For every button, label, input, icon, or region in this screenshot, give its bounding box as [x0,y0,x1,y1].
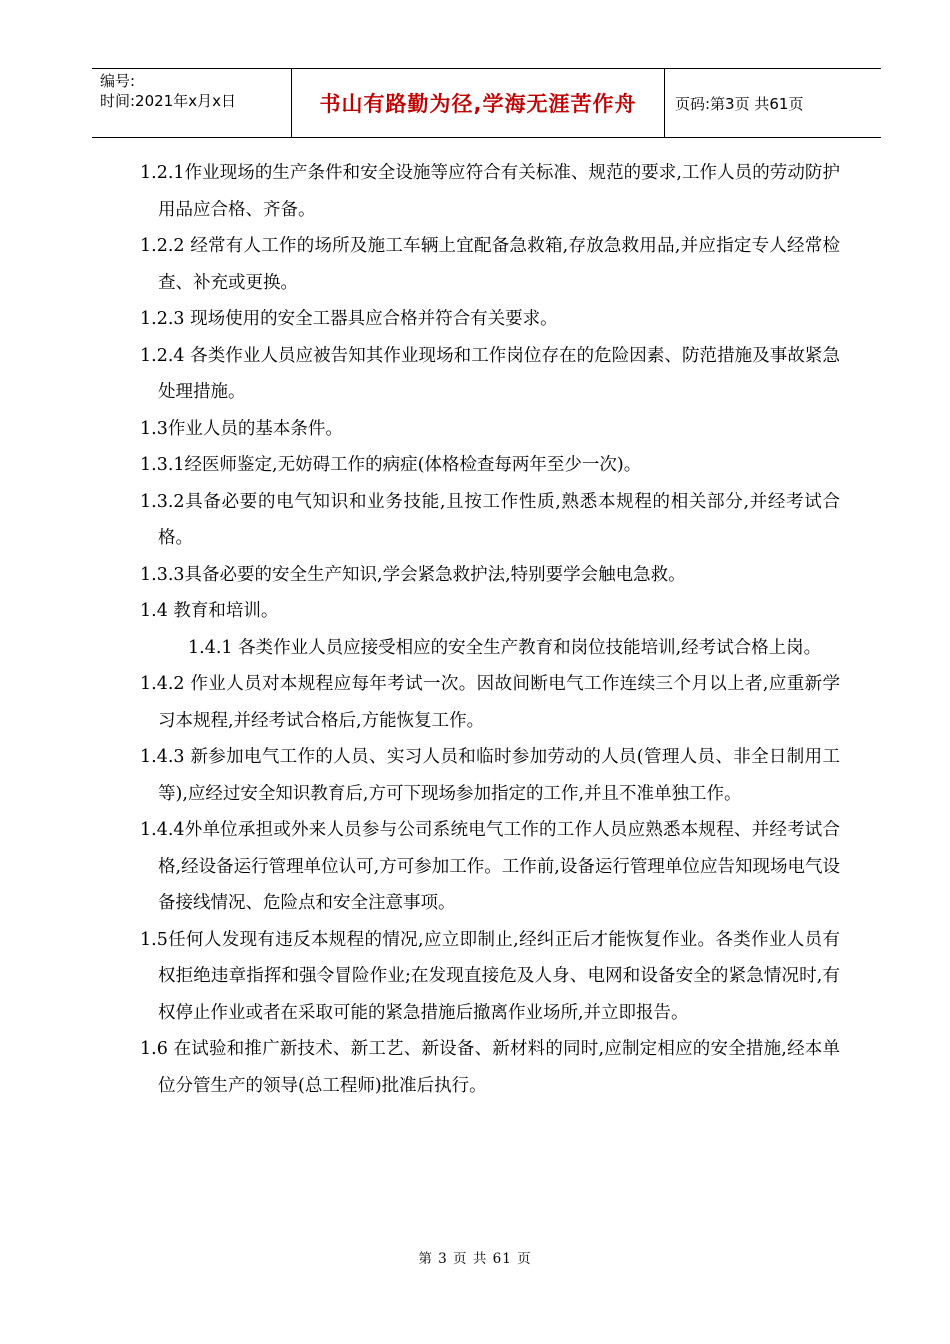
page-footer: 第 3 页 共 61 页 [418,1251,532,1267]
paragraph-1-4-2: 1.4.2 作业人员对本规程应每年考试一次。因故间断电气工作连续三个月以上者,应重新学习本规程,并经考试合格后,方能恢复工作。 [140,674,840,731]
paragraph-1-4-4: 1.4.4外单位承担或外来人员参与公司系统电气工作的工作人员应熟悉本规程、并经考试合格,经设备运行管理单位认可,方可参加工作。工作前,设备运行管理单位应告知现场电气设备接线情况、危险点和安全注意事项。 [140,820,840,913]
paragraph-1-4: 1.4 教育和培训。 [140,601,279,621]
header-meta [92,69,292,137]
time-label: 时间:2021年x月x日 [100,92,236,110]
header-motto: 书山有路勤为径,学海无涯苦作舟 [292,69,665,137]
number-label: 编号: [100,72,136,90]
paragraph-1-2-4: 1.2.4 各类作业人员应被告知其作业现场和工作岗位存在的危险因素、防范措施及事故紧急处理措施。 [140,345,840,402]
header-page-info: 页码:第3页 共61页 [675,94,804,113]
document-body [140,155,840,1104]
paragraph-1-3-3: 1.3.3具备必要的安全生产知识,学会紧急救护法,特别要学会触电急救。 [140,564,686,585]
page-header [92,68,881,138]
paragraph-1-3: 1.3作业人员的基本条件。 [140,418,343,439]
paragraph-1-4-3: 1.4.3 新参加电气工作的人员、实习人员和临时参加劳动的人员(管理人员、非全日制用工等),应经过安全知识教育后,方可下现场参加指定的工作,并且不准单独工作。 [140,747,840,804]
paragraph-1-3-1: 1.3.1经医师鉴定,无妨碍工作的病症(体格检查每两年至少一次)。 [140,455,642,475]
paragraph-1-2-2: 1.2.2 经常有人工作的场所及施工车辆上宜配备急救箱,存放急救用品,并应指定专人经常检查、补充或更换。 [140,236,840,293]
paragraph-1-5: 1.5任何人发现有违反本规程的情况,应立即制止,经纠正后才能恢复作业。各类作业人员有权拒绝违章指挥和强令冒险作业;在发现直接危及人身、电网和设备安全的紧急情况时,有权停止作业或者在采取可能的紧急措施后撤离作业场所,并立即报告。 [140,929,840,1023]
paragraph-1-4-1: 1.4.1 各类作业人员应接受相应的安全生产教育和岗位技能培训,经考试合格上岗。 [188,637,822,658]
paragraph-1-2-1: 1.2.1作业现场的生产条件和安全设施等应符合有关标准、规范的要求,工作人员的劳动防护用品应合格、齐备。 [140,163,840,220]
paragraph-1-3-2: 1.3.2具备必要的电气知识和业务技能,且按工作性质,熟悉本规程的相关部分,并经考试合格。 [140,491,840,548]
paragraph-1-2-3: 1.2.3 现场使用的安全工器具应合格并符合有关要求。 [140,309,558,329]
paragraph-1-6: 1.6 在试验和推广新技术、新工艺、新设备、新材料的同时,应制定相应的安全措施,经本单位分管生产的领导(总工程师)批准后执行。 [140,1039,840,1096]
